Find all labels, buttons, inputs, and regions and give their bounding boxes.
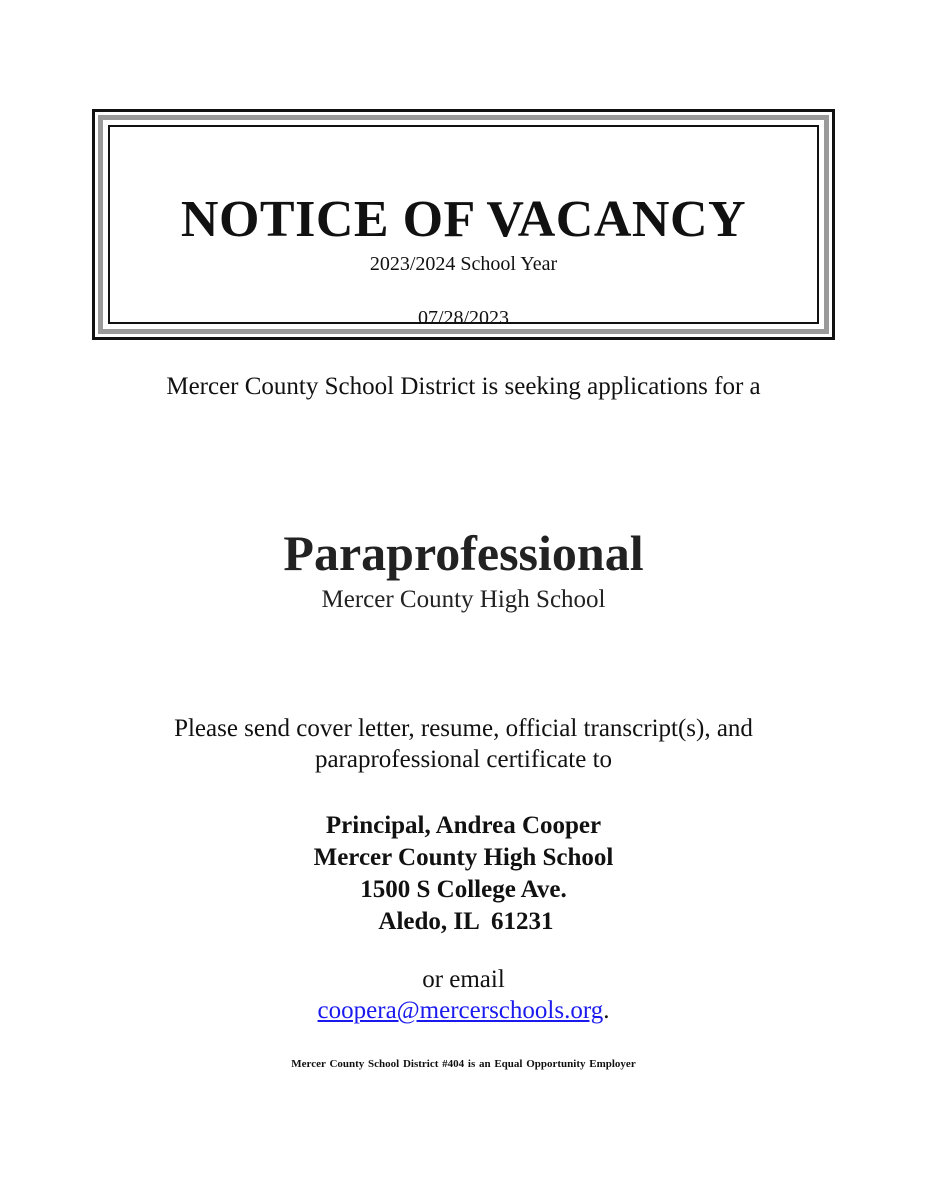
instructions-line-1: Please send cover letter, resume, official transcript(s), and xyxy=(174,715,753,742)
equal-opportunity-footer: Mercer County School District #404 is an Equal Opportunity Employer xyxy=(291,1058,636,1070)
email-trailing-period: . xyxy=(603,997,610,1024)
notice-header-box xyxy=(92,109,835,340)
or-email-text: or email xyxy=(422,966,505,993)
address-recipient: Principal, Andrea Cooper xyxy=(325,812,602,839)
intro-text: Mercer County School District is seeking applications for a xyxy=(166,373,761,400)
mailing-address xyxy=(0,810,927,938)
email-link[interactable]: coopera@mercerschools.org xyxy=(317,997,604,1024)
application-instructions xyxy=(0,713,927,775)
instructions-line-2: paraprofessional certificate to xyxy=(314,746,613,773)
address-city-state-zip: Aledo, IL 61231 xyxy=(373,908,554,935)
position-title: Paraprofessional xyxy=(283,525,644,581)
address-school: Mercer County High School xyxy=(313,844,614,871)
notice-date: 07/28/2023 xyxy=(417,307,510,329)
email-line xyxy=(0,996,927,1026)
school-year: 2023/2024 School Year xyxy=(369,253,558,275)
position-school: Mercer County High School xyxy=(321,586,606,613)
notice-title: NOTICE OF VACANCY xyxy=(180,191,747,248)
address-street: 1500 S College Ave. xyxy=(360,876,567,903)
